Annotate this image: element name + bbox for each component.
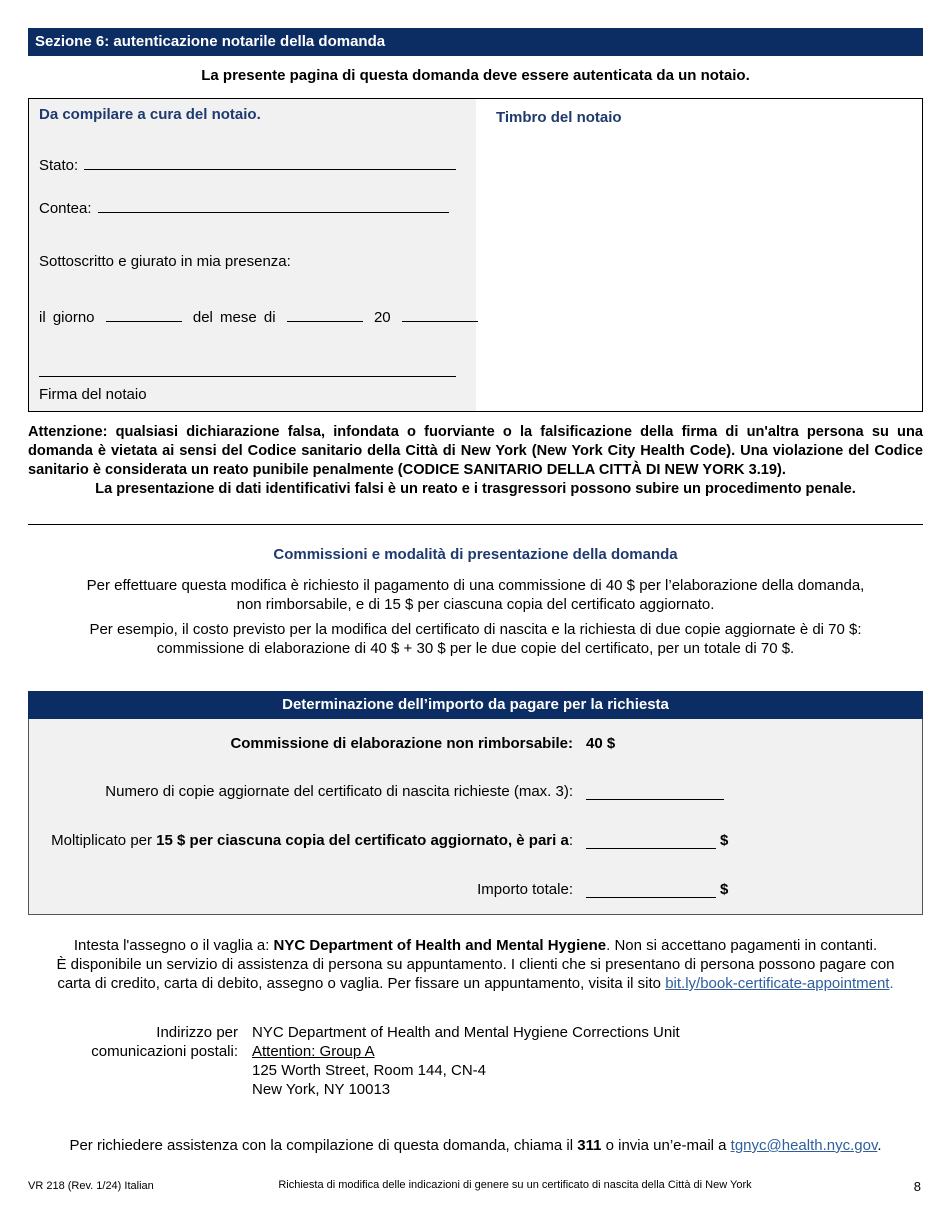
mailing-line-1: NYC Department of Health and Mental Hygiene Corrections Unit — [252, 1024, 680, 1041]
fees-heading: Commissioni e modalità di presentazione della domanda — [273, 546, 678, 563]
signature-label: Firma del notaio — [39, 386, 147, 403]
help-phone: 311 — [577, 1137, 602, 1154]
county-label: Contea: — [39, 200, 92, 217]
processing-fee-value: 40 $ — [586, 735, 616, 752]
warning-text — [28, 423, 923, 499]
multiply-currency: $ — [720, 832, 729, 849]
notary-fill-heading: Da compilare a cura del notaio. — [39, 106, 261, 123]
help-line — [28, 1137, 923, 1154]
total-input-line[interactable] — [586, 881, 716, 898]
payment-line-1 — [28, 936, 923, 955]
multiply-suffix: : — [568, 832, 573, 849]
warning-line-1: Attenzione: qualsiasi dichiarazione falsa, infondata o fuorviante o la falsificazione della firma di un'altra persona su una domanda è vietata ai sensi del Codice sanitario della Città di New York (New York City Health Code). Una violazione del Codice sanitario è considerata un reato punibile penalmente (CODICE SANITARIO DELLA CITTÀ DI NEW YORK 3.19). — [28, 424, 923, 478]
multiply-label — [51, 832, 573, 849]
fees-p1-line-b: non rimborsabile, e di 15 $ per ciascuna copia del certificato aggiornato. — [236, 596, 715, 613]
payment-l1-suffix: . Non si accettano pagamenti in contanti. — [606, 937, 878, 954]
sworn-label: Sottoscritto e giurato in mia presenza: — [39, 253, 291, 270]
payment-l3-suffix: . — [889, 975, 894, 992]
fees-p1-line-a: Per effettuare questa modifica è richiesto il pagamento di una commissione di 40 $ per l’elaborazione della domanda, — [86, 577, 865, 594]
multiply-bold: 15 $ per ciascuna copia del certificato aggiornato, è pari a — [156, 832, 569, 849]
mailing-address — [252, 1023, 680, 1099]
year-input-line[interactable] — [402, 306, 478, 322]
fees-p2-line-a: Per esempio, il costo previsto per la modifica del certificato di nascita e la richiesta di due copie aggiornate è di 70 $: — [89, 621, 862, 638]
month-input-line[interactable] — [287, 306, 363, 322]
help-suffix: . — [877, 1137, 882, 1154]
footer-doc-title: Richiesta di modifica delle indicazioni di genere su un certificato di nascita della Città di New York — [278, 1179, 752, 1191]
mailing-line-2: Attention: Group A — [252, 1043, 375, 1060]
mailing-label — [91, 1023, 238, 1061]
divider — [28, 524, 923, 525]
county-field[interactable] — [39, 197, 449, 217]
state-input-line[interactable] — [84, 154, 456, 170]
state-label: Stato: — [39, 157, 79, 174]
help-prefix: Per richiedere assistenza con la compilazione di questa domanda, chiama il — [69, 1137, 578, 1154]
fees-paragraph-1 — [28, 576, 923, 614]
date-field[interactable] — [39, 306, 478, 326]
processing-fee-label: Commissione di elaborazione non rimborsabile: — [230, 735, 573, 752]
fees-paragraph-2 — [28, 620, 923, 658]
payment-l1-prefix: Intesta l'assegno o il vaglia a: — [73, 937, 274, 954]
payment-l3-prefix: carta di credito, carta di debito, assegno o vaglia. Per fissare un appuntamento, visita il sito — [57, 975, 666, 992]
signature-line[interactable] — [39, 376, 456, 377]
help-middle: o invia un’e-mail a — [601, 1137, 731, 1154]
year-prefix: 20 — [373, 309, 391, 326]
payment-line-3 — [28, 974, 923, 993]
payment-line-2: È disponibile un servizio di assistenza di persona su appuntamento. I clienti che si presentano di persona possono pagare con — [56, 956, 895, 973]
fees-p2-line-b: commissione di elaborazione di 40 $ + 30 $ per le due copie del certificato, per un totale di 70 $. — [156, 640, 795, 657]
month-label: del mese di — [192, 309, 276, 326]
state-field[interactable] — [39, 154, 456, 174]
total-label: Importo totale: — [477, 881, 573, 898]
payment-info — [28, 936, 923, 993]
copies-label: Numero di copie aggiornate del certificato di nascita richieste (max. 3): — [105, 783, 573, 800]
total-currency: $ — [720, 881, 729, 898]
amount-bar-title: Determinazione dell’importo da pagare per la richiesta — [282, 696, 669, 713]
mailing-label-2: comunicazioni postali: — [91, 1043, 238, 1060]
multiply-prefix: Moltiplicato per — [51, 832, 157, 849]
copies-input-line[interactable] — [586, 783, 724, 800]
section-subtitle: La presente pagina di questa domanda deve essere autenticata da un notaio. — [201, 67, 750, 84]
warning-line-2: La presentazione di dati identificativi falsi è un reato e i trasgressori possono subire un procedimento penale. — [95, 481, 856, 497]
day-label: il giorno — [39, 309, 95, 326]
notary-stamp-label: Timbro del notaio — [496, 109, 622, 126]
multiply-input-line[interactable] — [586, 832, 716, 849]
mailing-label-1: Indirizzo per — [156, 1024, 238, 1041]
footer-page-number: 8 — [913, 1179, 921, 1194]
amount-header-bar — [28, 691, 923, 719]
day-input-line[interactable] — [106, 306, 182, 322]
help-email-link[interactable]: tgnyc@health.nyc.gov — [730, 1137, 878, 1154]
mailing-line-4: New York, NY 10013 — [252, 1081, 391, 1098]
county-input-line[interactable] — [98, 197, 449, 213]
section-header-bar — [28, 28, 923, 56]
appointment-link[interactable]: bit.ly/book-certificate-appointment — [665, 975, 890, 992]
mailing-line-3: 125 Worth Street, Room 144, CN-4 — [252, 1062, 486, 1079]
section-title: Sezione 6: autenticazione notarile della domanda — [35, 33, 386, 50]
payment-payee: NYC Department of Health and Mental Hygiene — [273, 937, 607, 954]
footer-form-id: VR 218 (Rev. 1/24) Italian — [28, 1180, 154, 1192]
